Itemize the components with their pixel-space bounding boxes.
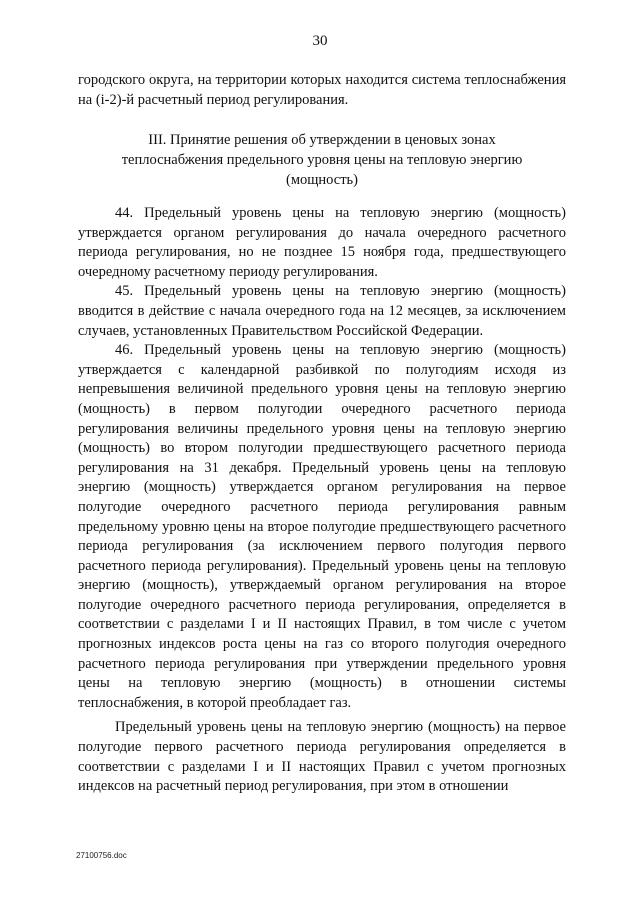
paragraph-44: 44. Предельный уровень цены на тепловую энергию (мощность) утверждается органом регулирования до начала очередного расчетного периода регулирования, но не позднее 15 ноября года, предшествующего очередному расчетному периоду регулирования. bbox=[78, 205, 566, 280]
paragraph-continuation: Предельный уровень цены на тепловую энергию (мощность) на первое полугодие первого расчетного периода регулирования определяется в соответствии с разделами I и II настоящих Правил с учетом прогнозных индексов на расчетный период регулирования, при этом в отношении bbox=[78, 719, 566, 795]
paragraph-46: 46. Предельный уровень цены на тепловую энергию (мощность) утверждается с календарной разбивкой по полугодиям исходя из непревышения величиной предельного уровня цены на тепловую энергию (мощность) в первом полугодии очередного расчетного периода регулирования величины предельного уровня цены на тепловую энергию (мощность) во втором полугодии предшествующего расчетного периода регулирования на 31 декабря. Предельный уровень цены на тепловую энергию (мощность) утверждается органом регулирования на первое полугодие очередного расчетного периода регулирования равным предельному уровню цены на второе полугодие предшествующего расчетного периода регулирования (за исключением первого полугодия первого расчетного периода регулирования). Предельный уровень цены на тепловую энергию (мощность), утверждаемый органом регулирования на второе полугодие очередного расчетного периода регулирования, определяется в соответствии с разделами I и II настоящих Правил, в том числе с учетом прогнозных индексов роста цены на газ со второго полугодия очередного расчетного периода регулирования при утверждении предельного уровня цены на тепловую энергию (мощность) в отношении системы теплоснабжения, в которой преобладает газ. bbox=[78, 342, 566, 711]
footer-filename: 27100756.doc bbox=[76, 851, 127, 860]
intro-block bbox=[78, 71, 566, 110]
intro-paragraph: городского округа, на территории которых находится система теплоснабжения на (i-2)-й расчетный период регулирования. bbox=[78, 72, 566, 108]
body-text bbox=[78, 204, 566, 797]
paragraph-45: 45. Предельный уровень цены на тепловую энергию (мощность) вводится в действие с начала очередного года на 12 месяцев, за исключением случаев, установленных Правительством Российской Федерации. bbox=[78, 283, 566, 339]
section-heading: III. Принятие решения об утверждении в ценовых зонах теплоснабжения предельного уровня цены на тепловую энергию (мощность) bbox=[121, 132, 523, 188]
page-number: 30 bbox=[312, 33, 328, 49]
